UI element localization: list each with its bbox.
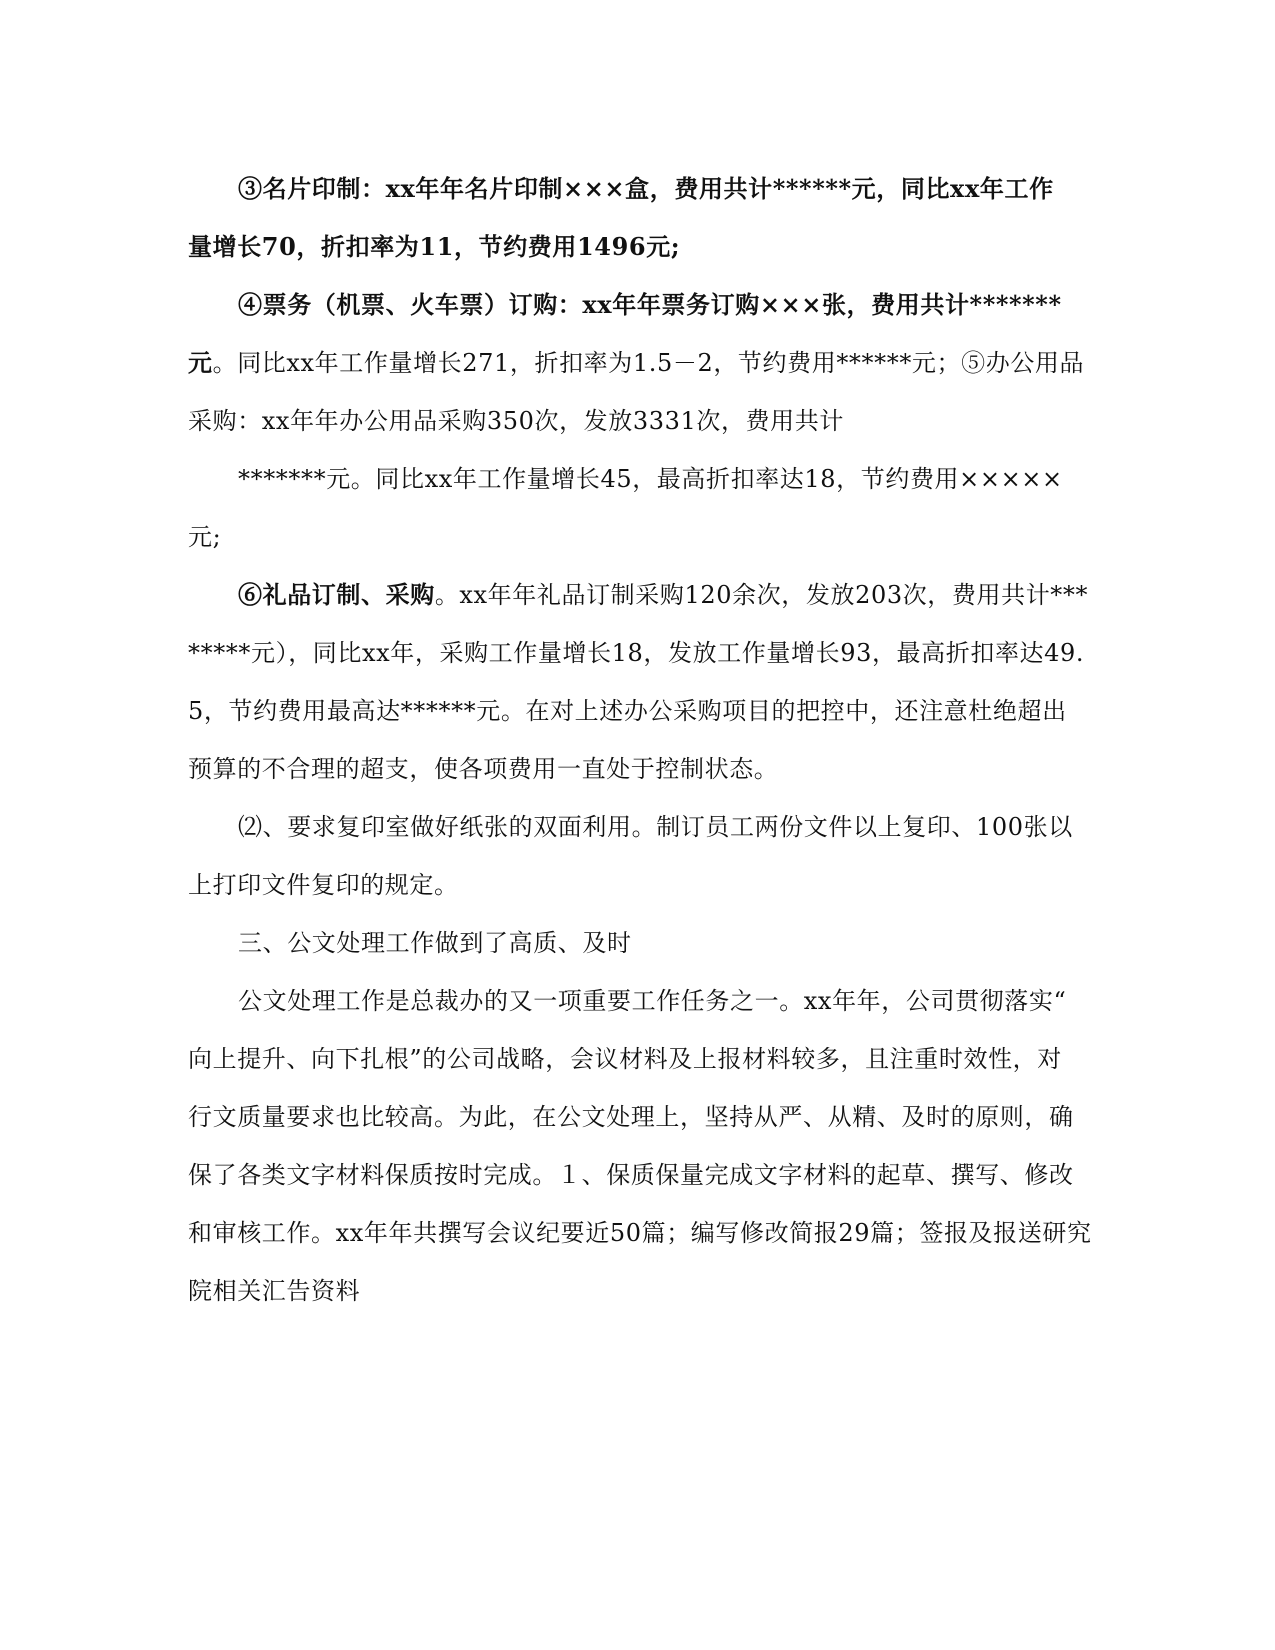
text-line — [188, 1262, 1088, 1320]
text-segment: 三、公文处理工作做到了高质、及时 — [238, 929, 632, 957]
text-segment: 5，节约费用最高达******元。在对上述办公采购项目的把控中，还注意杜绝超出 — [188, 697, 1067, 725]
bold-text-segment: ③名片印制：xx年年名片印制×××盒，费用共计******元，同比xx年工作 — [238, 174, 1054, 203]
document-body — [188, 160, 1092, 1320]
text-line — [188, 1088, 1088, 1146]
text-segment: 。同比xx年工作量增长271，折扣率为1.5－2，节约费用******元；⑤办公用品 — [212, 349, 1085, 377]
bold-text-segment: 量增长70，折扣率为11，节约费用1496元; — [188, 232, 681, 261]
text-segment: ⑵、要求复印室做好纸张的双面利用。制订员工两份文件以上复印、100张以 — [238, 813, 1073, 841]
text-line — [188, 914, 1088, 972]
text-line — [188, 856, 1088, 914]
text-line — [188, 508, 1088, 566]
text-line — [188, 450, 1088, 508]
text-line — [188, 218, 1088, 276]
text-line — [188, 160, 1088, 218]
text-line — [188, 276, 1088, 334]
text-line — [188, 334, 1088, 392]
text-segment: 预算的不合理的超支，使各项费用一直处于控制状态。 — [188, 755, 779, 783]
text-segment: 。xx年年礼品订制采购120余次，发放203次，费用共计*** — [434, 581, 1089, 609]
text-line — [188, 392, 1088, 450]
text-line — [188, 972, 1088, 1030]
text-line — [188, 1146, 1088, 1204]
text-segment: 和审核工作。xx年年共撰写会议纪要近50篇；编写修改简报29篇；签报及报送研究 — [188, 1219, 1092, 1247]
text-line — [188, 1204, 1092, 1262]
text-segment: 采购：xx年年办公用品采购350次，发放3331次，费用共计 — [188, 407, 844, 435]
text-segment: *******元。同比xx年工作量增长45，最高折扣率达18，节约费用××××× — [238, 465, 1063, 493]
text-line — [188, 682, 1088, 740]
text-line — [188, 1030, 1088, 1088]
text-line — [188, 566, 1088, 624]
text-segment: 保了各类文字材料保质按时完成。１、保质保量完成文字材料的起草、撰写、修改 — [188, 1161, 1074, 1189]
text-segment: *****元），同比xx年，采购工作量增长18，发放工作量增长93，最高折扣率达49. — [188, 639, 1085, 667]
text-segment: 行文质量要求也比较高。为此，在公文处理上，坚持从严、从精、及时的原则，确 — [188, 1103, 1074, 1131]
bold-text-segment: ④票务（机票、火车票）订购：xx年年票务订购×××张，费用共计******* — [238, 290, 1062, 319]
text-line — [188, 740, 1088, 798]
text-segment: 院相关汇告资料 — [188, 1277, 361, 1305]
text-line — [188, 798, 1088, 856]
bold-text-segment: 元 — [188, 348, 213, 377]
text-segment: 元; — [188, 523, 222, 551]
text-segment: 向上提升、向下扎根”的公司战略，会议材料及上报材料较多，且注重时效性，对 — [188, 1045, 1062, 1073]
text-line — [188, 624, 1088, 682]
text-segment: 上打印文件复印的规定。 — [188, 871, 459, 899]
text-segment: 公文处理工作是总裁办的又一项重要工作任务之一。xx年年，公司贯彻落实“ — [238, 987, 1067, 1015]
bold-text-segment: ⑥礼品订制、采购 — [238, 580, 435, 609]
